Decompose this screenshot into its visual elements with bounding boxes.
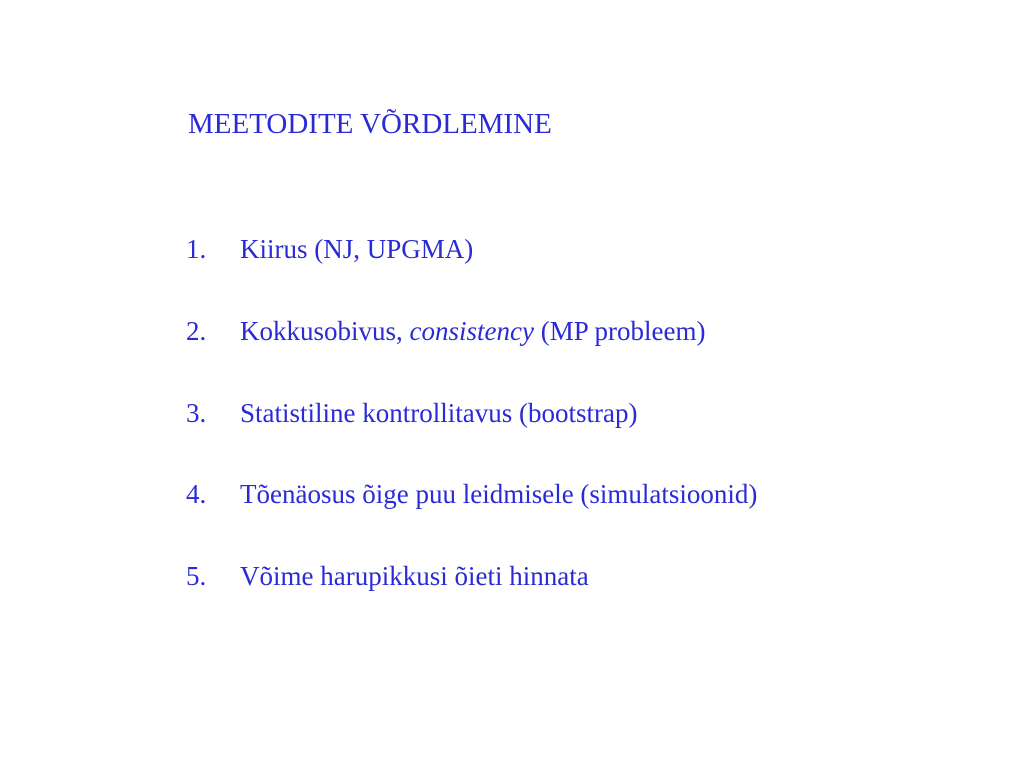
list-item-number: 2. bbox=[186, 316, 207, 346]
list-item-number: 4. bbox=[186, 479, 207, 509]
list-item-number: 5. bbox=[186, 561, 207, 591]
list-item bbox=[186, 556, 589, 596]
list-item-text: Tõenäosus õige puu leidmisele (simulatsioonid) bbox=[240, 479, 758, 509]
slide-title: MEETODITE VÕRDLEMINE bbox=[188, 108, 552, 140]
list-item-number: 1. bbox=[186, 234, 207, 264]
list-item bbox=[186, 311, 705, 351]
list-item-text: Võime harupikkusi õieti hinnata bbox=[240, 561, 589, 591]
list-item bbox=[186, 393, 637, 433]
list-item-number: 3. bbox=[186, 398, 207, 428]
list-item-text: Statistiline kontrollitavus (bootstrap) bbox=[240, 398, 638, 428]
list-item-text-suffix: (MP probleem) bbox=[533, 316, 706, 346]
list-item bbox=[186, 229, 473, 269]
list-item-text: Kiirus (NJ, UPGMA) bbox=[240, 234, 474, 264]
list-item-italic-term: consistency bbox=[409, 316, 534, 346]
list-item bbox=[186, 474, 757, 514]
list-item-text: Kokkusobivus, bbox=[240, 316, 410, 346]
